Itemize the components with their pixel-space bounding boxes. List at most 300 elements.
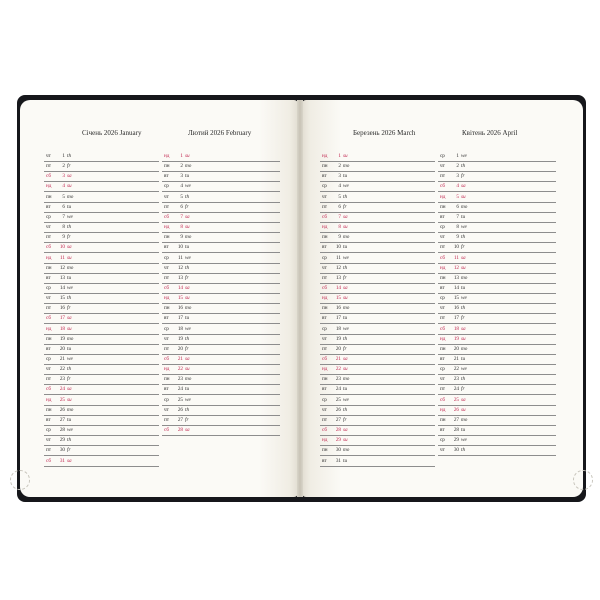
day-name: пн xyxy=(322,163,328,170)
day-name: ср xyxy=(46,427,51,434)
day-name: вт xyxy=(440,213,445,220)
day-number: 12 xyxy=(335,264,341,271)
day-name: чт xyxy=(46,153,51,159)
month-title-april: Квітень 2026 April xyxy=(462,129,518,137)
day-name: ср xyxy=(322,396,327,403)
day-name: нд xyxy=(46,183,52,190)
day-number: 31 xyxy=(59,457,65,464)
day-name: пн xyxy=(46,406,52,413)
day-name: чт xyxy=(46,295,51,302)
day-abbr: th xyxy=(67,153,72,159)
day-name: чт xyxy=(164,264,169,271)
day-name: пт xyxy=(46,305,52,312)
day-number: 1 xyxy=(62,153,65,159)
day-abbr: th xyxy=(185,193,190,200)
day-row xyxy=(44,456,159,467)
day-abbr: su xyxy=(343,295,348,302)
day-name: пт xyxy=(46,163,52,170)
day-number: 13 xyxy=(453,274,459,281)
day-name: вт xyxy=(46,203,51,210)
day-number: 12 xyxy=(59,264,65,271)
day-abbr: th xyxy=(343,264,348,271)
day-number: 22 xyxy=(335,366,341,373)
day-name: чт xyxy=(322,335,327,342)
day-number: 21 xyxy=(177,356,183,362)
day-abbr: we xyxy=(67,213,73,220)
day-abbr: mo xyxy=(185,234,192,241)
day-abbr: fr xyxy=(67,376,71,383)
day-abbr: sa xyxy=(461,254,466,261)
day-name: чт xyxy=(46,366,51,373)
day-name: сб xyxy=(46,173,52,180)
day-name: ср xyxy=(440,153,445,159)
day-abbr: mo xyxy=(185,305,192,312)
day-name: пн xyxy=(440,416,446,423)
day-abbr: tu xyxy=(185,244,190,251)
day-abbr: fr xyxy=(343,345,347,352)
day-abbr: fr xyxy=(185,345,189,352)
day-name: вт xyxy=(322,315,327,322)
day-name: пт xyxy=(440,244,446,251)
day-abbr: tu xyxy=(67,274,72,281)
day-number: 10 xyxy=(59,244,65,251)
day-number: 23 xyxy=(335,376,341,383)
day-name: пн xyxy=(164,376,170,383)
day-number: 16 xyxy=(177,305,183,312)
day-abbr: tu xyxy=(343,244,348,251)
day-name: пт xyxy=(322,274,328,281)
day-row xyxy=(320,456,435,467)
day-name: ср xyxy=(164,396,169,403)
day-abbr: fr xyxy=(343,274,347,281)
day-number: 1 xyxy=(456,153,459,159)
day-name: пн xyxy=(164,163,170,170)
day-name: ср xyxy=(322,325,327,332)
day-name: пн xyxy=(440,203,446,210)
day-number: 16 xyxy=(59,305,65,312)
day-abbr: th xyxy=(461,234,466,241)
day-number: 20 xyxy=(59,345,65,352)
day-abbr: th xyxy=(461,376,466,383)
day-abbr: su xyxy=(461,264,466,271)
day-abbr: we xyxy=(461,437,467,444)
day-name: нд xyxy=(440,193,446,200)
day-name: вт xyxy=(322,244,327,251)
day-number: 18 xyxy=(453,325,459,332)
day-abbr: su xyxy=(67,254,72,261)
day-abbr: we xyxy=(67,427,73,434)
day-name: пн xyxy=(46,264,52,271)
day-name: сб xyxy=(164,284,170,291)
day-number: 27 xyxy=(335,416,341,423)
day-abbr: fr xyxy=(67,234,71,241)
day-abbr: we xyxy=(185,325,191,332)
day-abbr: tu xyxy=(343,315,348,322)
day-name: сб xyxy=(164,356,170,362)
day-abbr: fr xyxy=(461,386,465,393)
day-abbr: th xyxy=(461,163,466,170)
day-abbr: su xyxy=(185,295,190,302)
day-number: 2 xyxy=(180,163,183,170)
day-name: пт xyxy=(440,173,446,180)
month-title-march: Березень 2026 March xyxy=(353,129,416,137)
month-title-february: Лютий 2026 February xyxy=(188,129,252,137)
day-name: пт xyxy=(46,376,52,383)
day-name: ср xyxy=(46,284,51,291)
day-number: 14 xyxy=(177,284,183,291)
day-number: 25 xyxy=(335,396,341,403)
day-number: 18 xyxy=(335,325,341,332)
day-name: нд xyxy=(440,406,446,413)
day-abbr: we xyxy=(185,396,191,403)
day-number: 2 xyxy=(62,163,65,170)
day-abbr: su xyxy=(461,193,466,200)
day-number: 4 xyxy=(456,183,459,190)
day-name: вт xyxy=(322,457,327,464)
day-abbr: fr xyxy=(461,315,465,322)
day-name: сб xyxy=(164,427,170,434)
day-number: 28 xyxy=(335,427,341,434)
day-number: 26 xyxy=(335,406,341,413)
day-number: 12 xyxy=(177,264,183,271)
day-name: пт xyxy=(440,386,446,393)
day-number: 20 xyxy=(453,345,459,352)
day-name: пн xyxy=(322,447,328,454)
month-title-january: Січень 2026 January xyxy=(82,129,142,137)
day-name: чт xyxy=(440,376,445,383)
day-abbr: th xyxy=(67,437,72,444)
day-name: сб xyxy=(46,244,52,251)
day-abbr: su xyxy=(343,153,348,159)
day-name: ср xyxy=(164,325,169,332)
day-name: чт xyxy=(322,193,327,200)
day-abbr: su xyxy=(185,366,190,373)
day-abbr: su xyxy=(185,153,190,159)
day-name: чт xyxy=(322,264,327,271)
day-name: пт xyxy=(164,274,170,281)
day-abbr: tu xyxy=(461,427,466,434)
day-number: 3 xyxy=(180,173,183,180)
day-number: 9 xyxy=(62,234,65,241)
day-abbr: th xyxy=(185,264,190,271)
day-number: 23 xyxy=(59,376,65,383)
day-abbr: we xyxy=(343,183,349,190)
day-number: 24 xyxy=(177,386,183,393)
day-name: чт xyxy=(164,193,169,200)
day-name: пт xyxy=(164,203,170,210)
day-number: 21 xyxy=(335,356,341,362)
day-name: нд xyxy=(440,335,446,342)
day-abbr: mo xyxy=(67,406,74,413)
day-number: 9 xyxy=(180,234,183,241)
day-abbr: sa xyxy=(67,315,72,322)
day-number: 29 xyxy=(59,437,65,444)
day-abbr: su xyxy=(343,366,348,373)
day-name: нд xyxy=(322,437,328,444)
day-name: вт xyxy=(440,427,445,434)
day-number: 7 xyxy=(62,213,65,220)
day-name: ср xyxy=(46,356,51,362)
day-abbr: mo xyxy=(461,416,468,423)
day-name: нд xyxy=(46,325,52,332)
day-name: пт xyxy=(322,345,328,352)
day-number: 12 xyxy=(453,264,459,271)
day-number: 28 xyxy=(177,427,183,434)
day-number: 7 xyxy=(456,213,459,220)
day-name: вт xyxy=(164,386,169,393)
day-abbr: fr xyxy=(67,163,71,170)
day-number: 1 xyxy=(338,153,341,159)
day-abbr: tu xyxy=(461,213,466,220)
day-name: ср xyxy=(322,254,327,261)
day-number: 17 xyxy=(59,315,65,322)
day-number: 25 xyxy=(177,396,183,403)
day-name: ср xyxy=(322,183,327,190)
day-number: 14 xyxy=(335,284,341,291)
day-abbr: tu xyxy=(185,315,190,322)
day-number: 21 xyxy=(59,356,65,362)
day-name: нд xyxy=(164,366,170,373)
day-name: сб xyxy=(322,284,328,291)
day-name: нд xyxy=(322,366,328,373)
day-number: 5 xyxy=(338,193,341,200)
day-number: 19 xyxy=(335,335,341,342)
day-abbr: sa xyxy=(343,356,348,362)
day-number: 11 xyxy=(454,254,459,261)
day-number: 23 xyxy=(177,376,183,383)
day-number: 5 xyxy=(62,193,65,200)
day-abbr: mo xyxy=(461,203,468,210)
day-number: 19 xyxy=(453,335,459,342)
right-page-corner-mark xyxy=(573,470,593,490)
day-number: 7 xyxy=(338,213,341,220)
day-abbr: sa xyxy=(185,284,190,291)
day-abbr: mo xyxy=(185,376,192,383)
day-number: 27 xyxy=(177,416,183,423)
day-name: нд xyxy=(164,153,170,159)
day-number: 13 xyxy=(59,274,65,281)
day-number: 2 xyxy=(456,163,459,170)
day-number: 19 xyxy=(177,335,183,342)
day-abbr: fr xyxy=(67,447,71,454)
day-abbr: mo xyxy=(67,264,74,271)
day-number: 25 xyxy=(59,396,65,403)
day-name: вт xyxy=(46,274,51,281)
day-name: чт xyxy=(164,335,169,342)
day-abbr: th xyxy=(461,447,466,454)
day-name: вт xyxy=(322,173,327,180)
day-name: сб xyxy=(322,427,328,434)
day-number: 25 xyxy=(453,396,459,403)
day-number: 21 xyxy=(453,356,459,362)
day-name: сб xyxy=(322,356,328,362)
day-abbr: we xyxy=(461,224,467,231)
day-abbr: mo xyxy=(461,274,468,281)
day-name: сб xyxy=(440,325,446,332)
day-number: 13 xyxy=(177,274,183,281)
day-abbr: mo xyxy=(67,335,74,342)
day-abbr: mo xyxy=(185,163,192,170)
day-name: пт xyxy=(164,345,170,352)
day-name: нд xyxy=(46,396,52,403)
day-name: вт xyxy=(164,173,169,180)
day-number: 8 xyxy=(180,224,183,231)
day-number: 2 xyxy=(338,163,341,170)
day-number: 7 xyxy=(180,213,183,220)
day-abbr: we xyxy=(67,284,73,291)
day-abbr: fr xyxy=(343,416,347,423)
day-number: 10 xyxy=(335,244,341,251)
day-number: 6 xyxy=(338,203,341,210)
day-name: пн xyxy=(322,305,328,312)
day-name: пн xyxy=(46,335,52,342)
day-abbr: fr xyxy=(461,244,465,251)
day-abbr: tu xyxy=(343,386,348,393)
day-name: ср xyxy=(440,224,445,231)
day-number: 6 xyxy=(456,203,459,210)
day-name: сб xyxy=(46,315,52,322)
day-name: пт xyxy=(46,234,52,241)
day-number: 11 xyxy=(60,254,65,261)
day-name: чт xyxy=(440,305,445,312)
day-number: 22 xyxy=(177,366,183,373)
day-abbr: tu xyxy=(67,345,72,352)
day-abbr: sa xyxy=(185,213,190,220)
day-abbr: sa xyxy=(461,183,466,190)
day-number: 26 xyxy=(177,406,183,413)
day-abbr: su xyxy=(67,325,72,332)
day-name: пт xyxy=(440,315,446,322)
day-name: чт xyxy=(46,437,51,444)
day-abbr: sa xyxy=(343,427,348,434)
day-abbr: fr xyxy=(343,203,347,210)
day-abbr: th xyxy=(185,406,190,413)
day-number: 27 xyxy=(453,416,459,423)
day-abbr: tu xyxy=(343,457,348,464)
day-number: 23 xyxy=(453,376,459,383)
day-number: 24 xyxy=(59,386,65,393)
day-number: 26 xyxy=(453,406,459,413)
day-number: 6 xyxy=(62,203,65,210)
day-number: 31 xyxy=(335,457,341,464)
day-number: 4 xyxy=(338,183,341,190)
day-abbr: su xyxy=(461,406,466,413)
day-name: вт xyxy=(46,345,51,352)
day-number: 11 xyxy=(336,254,341,261)
day-abbr: we xyxy=(461,295,467,302)
diary-spine xyxy=(297,100,303,497)
day-name: ср xyxy=(46,213,51,220)
day-name: нд xyxy=(46,254,52,261)
day-number: 3 xyxy=(338,173,341,180)
day-number: 14 xyxy=(59,284,65,291)
day-number: 20 xyxy=(177,345,183,352)
day-name: сб xyxy=(440,396,446,403)
day-number: 24 xyxy=(453,386,459,393)
day-name: пт xyxy=(164,416,170,423)
day-name: нд xyxy=(322,224,328,231)
day-number: 17 xyxy=(177,315,183,322)
day-name: нд xyxy=(164,224,170,231)
day-abbr: su xyxy=(67,396,72,403)
day-number: 10 xyxy=(177,244,183,251)
day-abbr: sa xyxy=(67,244,72,251)
day-abbr: su xyxy=(67,183,72,190)
day-name: ср xyxy=(164,183,169,190)
day-number: 1 xyxy=(180,153,183,159)
day-abbr: fr xyxy=(185,203,189,210)
day-name: чт xyxy=(440,163,445,170)
day-abbr: we xyxy=(67,356,73,362)
day-number: 8 xyxy=(338,224,341,231)
day-number: 22 xyxy=(453,366,459,373)
day-abbr: we xyxy=(461,153,467,159)
day-abbr: mo xyxy=(343,163,350,170)
day-name: пн xyxy=(440,345,446,352)
day-name: сб xyxy=(322,213,328,220)
day-name: чт xyxy=(440,447,445,454)
day-abbr: we xyxy=(343,254,349,261)
day-name: нд xyxy=(322,153,328,159)
day-abbr: sa xyxy=(67,173,72,180)
day-name: вт xyxy=(46,416,51,423)
day-abbr: we xyxy=(185,254,191,261)
day-number: 20 xyxy=(335,345,341,352)
day-number: 15 xyxy=(453,295,459,302)
day-abbr: mo xyxy=(343,305,350,312)
day-number: 4 xyxy=(180,183,183,190)
day-number: 30 xyxy=(335,447,341,454)
day-number: 28 xyxy=(59,427,65,434)
day-number: 5 xyxy=(180,193,183,200)
day-name: пн xyxy=(164,305,170,312)
day-number: 22 xyxy=(59,366,65,373)
day-name: вт xyxy=(440,284,445,291)
day-abbr: we xyxy=(343,325,349,332)
day-abbr: mo xyxy=(343,447,350,454)
day-abbr: tu xyxy=(461,284,466,291)
day-abbr: th xyxy=(461,305,466,312)
day-number: 27 xyxy=(59,416,65,423)
day-name: пт xyxy=(322,203,328,210)
day-abbr: th xyxy=(67,366,72,373)
day-number: 17 xyxy=(453,315,459,322)
day-abbr: su xyxy=(461,335,466,342)
day-number: 9 xyxy=(338,234,341,241)
day-number: 5 xyxy=(456,193,459,200)
day-abbr: sa xyxy=(185,427,190,434)
day-number: 28 xyxy=(453,427,459,434)
day-abbr: we xyxy=(185,183,191,190)
day-name: чт xyxy=(440,234,445,241)
day-name: сб xyxy=(46,457,52,464)
day-abbr: su xyxy=(185,224,190,231)
day-name: пн xyxy=(46,193,52,200)
day-abbr: sa xyxy=(67,457,72,464)
day-number: 14 xyxy=(453,284,459,291)
day-number: 18 xyxy=(59,325,65,332)
day-name: вт xyxy=(322,386,327,393)
day-name: вт xyxy=(440,356,445,362)
day-abbr: fr xyxy=(185,274,189,281)
day-number: 8 xyxy=(456,224,459,231)
day-abbr: fr xyxy=(185,416,189,423)
day-number: 17 xyxy=(335,315,341,322)
day-number: 3 xyxy=(456,173,459,180)
day-abbr: tu xyxy=(185,173,190,180)
day-abbr: su xyxy=(343,437,348,444)
day-name: сб xyxy=(164,213,170,220)
